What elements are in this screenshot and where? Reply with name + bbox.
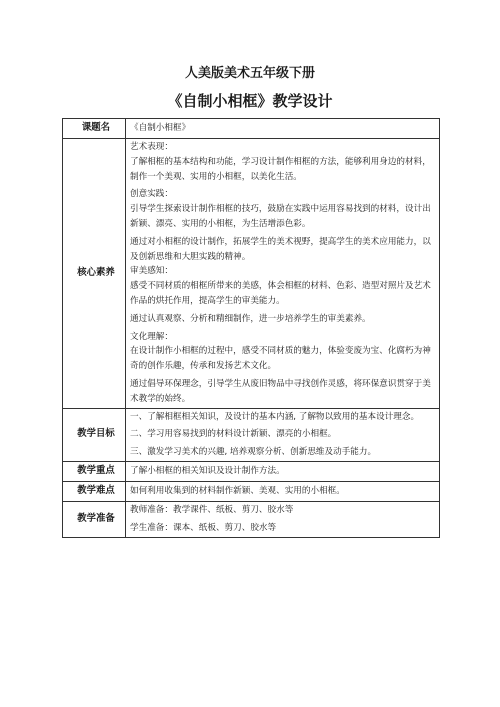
key-points-label: 教学重点 [63,461,126,481]
key-points-row [63,461,440,481]
preparation-label: 教学准备 [63,501,126,537]
core-heading-aesthetic-perception: 审美感知： [130,266,173,277]
document-title: 《自制小相框》教学设计 [167,92,333,110]
preparation-content [126,501,440,537]
goal-item: 一、了解相框相关知识，及设计的基本内涵, 了解物以致用的基本设计理念。 [130,411,420,422]
teacher-preparation: 教师准备：教学课件、纸板、剪刀、胶水等 [130,504,294,515]
core-heading-creative-practice: 创意实践： [130,189,173,200]
core-paragraph: 通过认真观察、分析和精细制作，进一步培养学生的审美素养。 [130,313,371,324]
core-paragraph: 感受不同材质的相框所带来的美感，体会相框的材料、色彩、造型对照片及艺术作品的烘托作用，提高学生的审美能力。 [130,281,431,306]
core-paragraph: 通过倡导环保理念，引导学生从废旧物品中寻找创作灵感，将环保意识贯穿于美术教学的始终。 [130,378,431,404]
goal-item: 三、激发学习美术的兴趣, 培养观察分析、创新思维及动手能力。 [130,447,377,458]
document-subtitle: 人美版美术五年级下册 [184,66,315,81]
core-paragraph: 了解相框的基本结构和功能，学习设计制作相框的方法，能够利用身边的材料，制作一个美观、实用的小相框，以美化生活。 [130,156,431,182]
core-paragraph: 在设计制作小相框的过程中，感受不同材质的魅力，体验变废为宝、化腐朽为神奇的创作乐趣，传承和发扬艺术文化。 [130,346,431,372]
core-paragraph: 引导学生探索设计制作相框的技巧，鼓励在实践中运用容易找到的材料，设计出新颖、漂亮、实用的小相框，为生活增添色彩。 [130,204,431,229]
student-preparation: 学生准备：课本、纸板、剪刀、胶水等 [130,522,277,533]
core-heading-art-expression: 艺术表现： [130,142,173,152]
lesson-plan-table [62,118,440,538]
teaching-goals-content [126,408,440,461]
core-paragraph: 通过对小相框的设计制作，拓展学生的美术视野，提高学生的美术应用能力，以及创新思维和大胆实践的精神。 [130,236,431,262]
core-literacy-label: 核心素养 [63,139,126,409]
difficulties-label: 教学难点 [63,481,126,501]
core-heading-cultural-understanding: 文化理解： [130,331,173,342]
teaching-goals-row [63,408,440,461]
difficulties-row [63,481,440,501]
difficulties-value: 如何利用收集到的材料制作新颖、美观、实用的小相框。 [126,481,440,501]
course-name-label: 课题名 [63,119,126,139]
core-literacy-row [63,139,440,409]
teaching-goals-label: 教学目标 [63,408,126,461]
key-points-value: 了解小相框的相关知识及设计制作方法。 [126,461,440,481]
preparation-row [63,501,440,537]
core-literacy-content [126,139,440,409]
course-name-value: 《自制小相框》 [126,119,440,139]
course-name-row [63,119,440,139]
goal-item: 二、学习用容易找到的材料设计新颖、漂亮的小相框。 [130,429,337,440]
